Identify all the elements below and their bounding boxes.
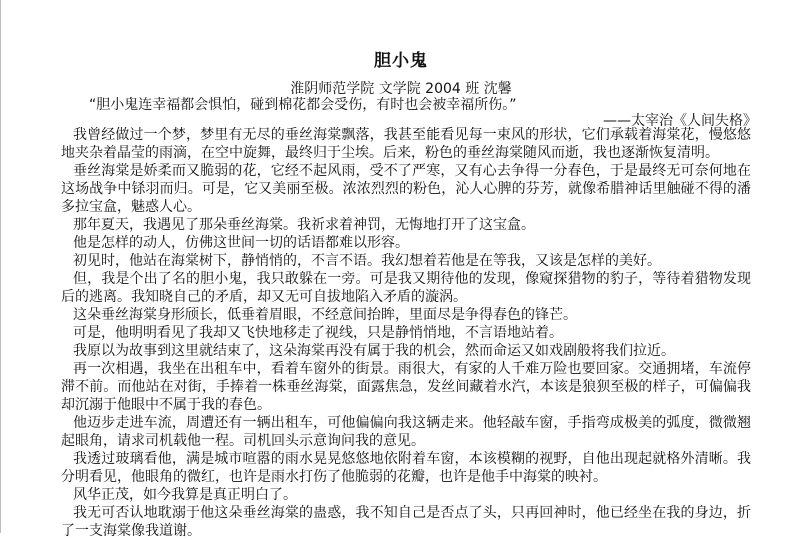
paragraph: 他迈步走进车流，周遭还有一辆出租车，可他偏偏向我这辆走来。他轻敲车窗，手指弯成极美的弧度，微微翘起眼角，请求司机载他一程。司机回头示意询问我的意见。 <box>61 415 751 449</box>
paragraph: 垂丝海棠是娇柔而又脆弱的花，它经不起风雨，受不了严寒，又有心去争得一分春色，于是最终无可奈何地在这场战争中铩羽而归。可是，它又美丽至极。浓浓烈烈的粉色，沁人心脾的芬芳，就像希腊神话里触碰不得的潘多拉宝盒，魅惑人心。 <box>61 163 751 215</box>
paragraph: 我曾经做过一个梦，梦里有无尽的垂丝海棠飘落，我甚至能看见每一束风的形状，它们承载着海棠花，慢悠悠地夹杂着晶莹的雨滴，在空中旋舞，最终归于尘埃。后来，粉色的垂丝海棠随风而逝，我也逐渐恢复清明。 <box>61 127 751 161</box>
paragraph: 再一次相遇，我坐在出租车中，看着车窗外的街景。雨很大，有家的人千难万险也要回家。交通拥堵，车流停滞不前。而他站在对街，手捧着一株垂丝海棠，面露焦急，发丝间藏着水汽，本该是狼狈至极的样子，可偏偏我却沉溺于他眼中不属于我的春色。 <box>61 361 751 413</box>
epigraph-source: ——太宰治《人间失格》 <box>603 113 757 129</box>
essay-body <box>61 126 751 540</box>
paragraph: 他是怎样的动人，仿佛这世间一切的话语都难以形容。 <box>73 235 409 251</box>
author-line: 淮阴师范学院 文学院 2004 班 沈馨 <box>290 81 512 97</box>
paragraph: 那年夏天，我遇见了那朵垂丝海棠。我祈求着神罚，无悔地打开了这宝盒。 <box>73 217 535 233</box>
paragraph: 但，我是个出了名的胆小鬼，我只敢躲在一旁。可是我又期待他的发现，像窥探猎物的豹子，等待着猎物发现后的逃离。我知晓自己的矛盾，却又无可自拔地陷入矛盾的漩涡。 <box>61 271 751 305</box>
paragraph: 风华正茂，如今我算是真正明白了。 <box>73 487 297 503</box>
paragraph: 这朵垂丝海棠身形颀长，低垂着眉眼，不经意间抬眸，里面尽是争得春色的锋芒。 <box>73 307 577 323</box>
paragraph: 我无可否认地耽溺于他这朵垂丝海棠的蛊惑，我不知自己是否点了头，只再回神时，他已经坐在我的身边，折了一支海棠像我道谢。 <box>61 505 751 539</box>
paragraph: 可是，他明明看见了我却又飞快地移走了视线，只是静悄悄地，不言语地站着。 <box>73 325 563 341</box>
epigraph-quote: “胆小鬼连幸福都会惧怕，碰到棉花都会受伤，有时也会被幸福所伤。” <box>89 97 517 113</box>
essay-title: 胆小鬼 <box>374 51 428 71</box>
paragraph: 我透过玻璃看他，满是城市喧嚣的雨水晃晃悠悠地依附着车窗，本该模糊的视野，自他出现起就格外清晰。我分明看见，他眼角的微红，也许是雨水打伤了他脆弱的花瓣，也许是他手中海棠的映衬。 <box>61 451 751 485</box>
paragraph: 我原以为故事到这里就结束了，这朵海棠再没有属于我的机会，然而命运又如戏剧般将我们拉近。 <box>73 343 675 359</box>
paragraph: 初见时，他站在海棠树下，静悄悄的，不言不语。我幻想着若他是在等我，又该是怎样的美好。 <box>73 253 661 269</box>
